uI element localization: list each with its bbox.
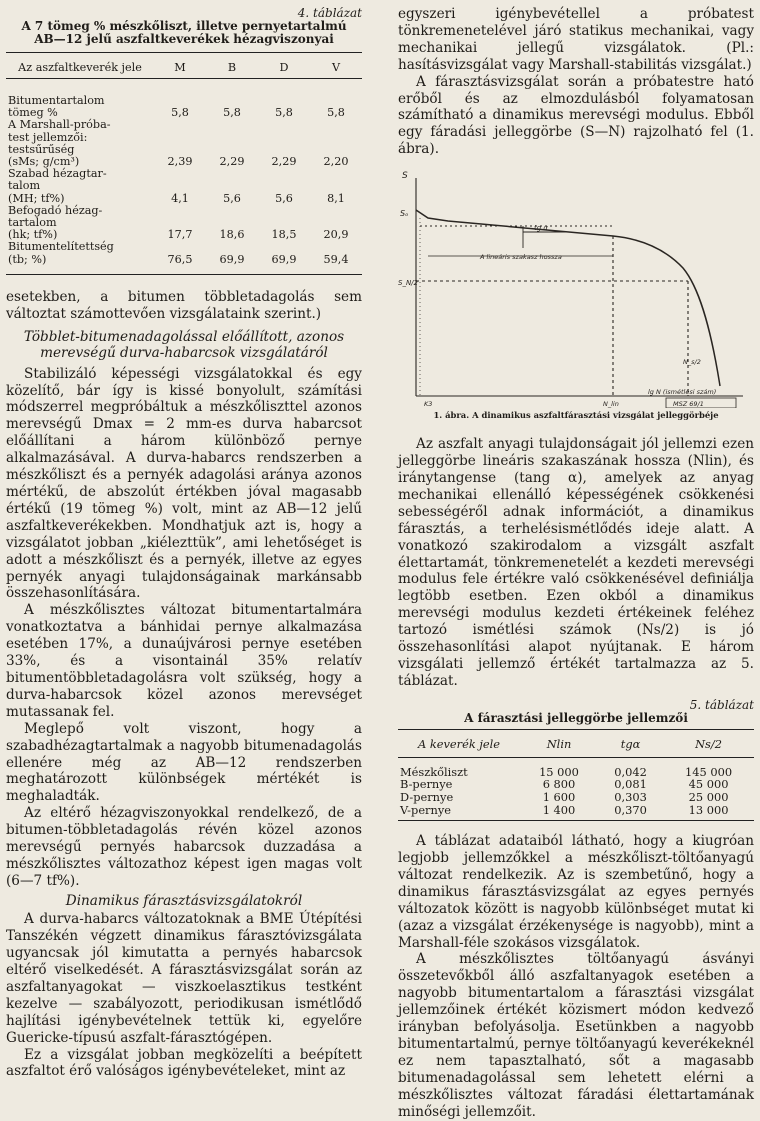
paragraph: A fárasztásvizsgálat során a próbatestre ható erőből és az elmozdulásból folyamatosan számítható a dinamikus merevségi modulus. Ebből egy fáradási jelleggörbe (S—N) rajzolható fel (1. ábra).	[398, 73, 754, 158]
table-row	[398, 757, 754, 778]
paragraph: Stabilizáló képességi vizsgálatokkal és egy közelítő, bár így is kissé bonyolult, számítási módszerrel megpróbáltuk a mészkőliszttel azonos merevségű Dmax = 2 mm-es durva habarcsot előállítani a három különböző pernye alkalmazásával. A durva-habarcs rendszerben a mészkőliszt és a pernyék adagolási aránya azonos mértékű, de abszolút értékben jóval magasabb értékű (19 tömeg %) volt, mint az AB—12 jelű aszfaltkeverékekben. Mondhatjuk azt is, hogy a vizsgálatot jobban „kiélezttük”, ami lehetőséget is adott a mészkőliszt és a pernyék, illetve az egyes pernyék anyagi tulajdonságainak markánsabb összehasonlítására.	[6, 365, 362, 602]
paragraph: A táblázat adataiból látható, hogy a kiugróan legjobb jellemzőkkel a mészkőliszt-töltőanyagú változat rendelkezik. Az is szembetűnő, hogy a dinamikus fárasztásvizsgálat az egyes pernyés változatok között is nagyobb különbséget mutat ki (azaz a vizsgálat érzékenysége is nagyobb), mint a Marshall-féle szokásos vizsgálatok.	[398, 833, 754, 951]
paragraph: A mészkőlisztes töltőanyagú ásványi összetevőkből álló aszfaltanyagok esetében a nagyobb bitumentartalom a fárasztási vizsgálat jellemzőinek értékét közismert módon kedvező irányban befolyásolja. Esetünkben a nagyobb bitumentartalmú, pernye töltőanyagú keverékeknél ez nem tapasztalható, sőt a magasabb bitumenadagolással sem lehetett elérni a mészkőlisztes változat fáradási élettartamának minőségi jellemzőit.	[398, 951, 754, 1120]
row-label: Mészkőliszt	[400, 764, 468, 779]
table-4-header-m: M	[154, 53, 206, 79]
figure-1	[398, 158, 754, 408]
cell-value: 8,1	[327, 191, 345, 205]
row-label	[6, 168, 154, 205]
table-4-title-line1: A 7 tömeg % mészkőliszt, illetve pernyetartalmú	[21, 19, 347, 33]
table-row	[6, 79, 362, 120]
label-xaxis: lg N (ismétlési szám)	[648, 388, 717, 397]
cell-value: 0,081	[614, 777, 647, 792]
cell-value: 0,370	[598, 804, 663, 821]
cell-value: 25 000	[688, 789, 729, 804]
label-linear-length: A lineáris szakasz hossza	[480, 253, 562, 262]
table-4	[6, 52, 362, 275]
table-row	[6, 119, 362, 168]
table-5-header-label: A keverék jele	[398, 729, 520, 757]
cell-value: 18,6	[219, 228, 245, 242]
table-5-header-tga: tgα	[598, 729, 663, 757]
table-5-number: 5. táblázat	[689, 697, 754, 712]
paragraph-continuation: egyszeri igénybevétellel a próbatest tönkremenetelével járó statikus mechanikai, vagy mechanikai jellegű vizsgálatok. (Pl.: hasításvizsgálat vagy Marshall-stabilitás vizsgálat.)	[398, 6, 754, 73]
row-label-line: tömeg %	[8, 106, 58, 120]
cell-value: 69,9	[258, 241, 310, 274]
cell-value: 76,5	[154, 241, 206, 274]
row-label-line: (MH; tf%)	[8, 191, 65, 205]
row-label	[6, 79, 154, 120]
cell-value: 2,29	[271, 155, 297, 169]
table-4-title-line2: AB—12 jelű aszfaltkeverékek hézagviszonyai	[34, 32, 334, 46]
cell-value: 5,8	[327, 106, 345, 120]
cell-value: 0,042	[614, 764, 647, 779]
row-label-line: (sMs; g/cm³)	[8, 155, 80, 169]
row-label-line: (hk; tf%)	[8, 228, 58, 242]
row-label-line: Bitumentartalom	[8, 94, 105, 107]
row-label	[6, 205, 154, 242]
table-4-header-d: D	[258, 53, 310, 79]
table-4-header-label: Az aszfaltkeverék jele	[6, 53, 154, 79]
row-label: V-pernye	[398, 804, 520, 821]
cell-value: 4,1	[171, 191, 189, 205]
cell-value: 6 800	[542, 777, 576, 792]
table-row	[6, 241, 362, 274]
row-label	[6, 241, 154, 274]
section-heading-bitumen: Többlet-bitumenadagolással előállított, azonos merevségű durva-habarcsok vizsgálatáról	[23, 328, 345, 362]
cell-value: 2,29	[219, 155, 245, 169]
row-label-line: A Marshall-próba-	[8, 118, 111, 132]
label-sn2: S_N/2	[398, 279, 418, 288]
table-4-header-v: V	[310, 53, 362, 79]
table-5-header-ns2: Ns/2	[663, 729, 754, 757]
paragraph: A mészkőlisztes változat bitumentartalmára vonatkoztatva a bánhidai pernye alkalmazása esetében 17%, a dunaújvárosi pernye esetében 33%, és a visontainál 35% relatív bitumentöbbletadagolásra volt szükség, hogy a durva-habarcsok közel azonos merevséget mutassanak fel.	[6, 602, 362, 720]
row-label-line: Bitumentelítettség	[8, 240, 114, 254]
cell-value: 59,4	[310, 241, 362, 274]
paragraph: Az aszfalt anyagi tulajdonságait jól jellemzi ezen jelleggörbe lineáris szakaszának hossza (Nlin), és iránytangense (tang α), amelyek az anyag mechanikai ellenálló képességének csökkenési sebességéről adnak információt, a dinamikus fárasztás, a terhelésismétlődés ideje alatt. A vonatkozó szakirodalom a vizsgált aszfalt élettartamát, tönkremenetelét a kezdeti merevségi modulus fele értékre való csökkenésével definiálja legtöbb esetben. Ezen okból a dinamikus merevségi modulus kezdeti értékeinek feléhez tartozó ismétlési számok (Ns/2) is jó összehasonlítási alapot nyújtanak. E három vizsgálati jellemző értékét tartalmazza az 5. táblázat.	[398, 436, 754, 689]
label-nlin: N_lin	[603, 400, 619, 409]
table-5	[398, 729, 754, 821]
cell-value: 1 600	[542, 789, 576, 804]
label-code: MSZ 69/1	[673, 400, 704, 409]
table-row	[398, 791, 754, 804]
row-label-line: test jellemzői:	[8, 130, 88, 144]
row-label: D-pernye	[400, 789, 454, 804]
cell-value: 17,7	[167, 228, 193, 242]
table-4-number: 4. táblázat	[297, 6, 362, 20]
row-label-line: testsűrűség	[8, 142, 75, 156]
table-row	[6, 168, 362, 205]
paragraph: Az eltérő hézagviszonyokkal rendelkező, de a bitumen-többletadagolás révén közel azonos merevségű pernyés habarcsok duzzadása a mészkőlisztes változathoz képest igen magas volt (6—7 tf%).	[6, 805, 362, 889]
cell-value: 5,8	[275, 106, 293, 120]
label-s0: Sₒ	[400, 209, 409, 219]
paragraph: Meglepő volt viszont, hogy a szabadhézagtartalmak a nagyobb bitumenadagolás ellenére még az AB—12 rendszerben meghatározott különbségek mértékét is meghaladták.	[6, 720, 362, 805]
paragraph: A durva-habarcs változatoknak a BME Útépítési Tanszékén végzett dinamikus fárasztóvizsgálata ugyancsak jól kimutatta a pernyés habarcsok eltérő viselkedését. A fárasztásvizsgálat során az aszfaltanyagokat — viszkoelasztikus testként kezelve — szabályozott, periodikusan ismétlődő hajlítási igénybevételnek tettük ki, egyelőre Guericke-típusú aszfalt-fárasztógépen.	[6, 911, 362, 1046]
table-5-header-nlin: Nlin	[520, 729, 598, 757]
table-5-header	[398, 729, 754, 757]
cell-value: 18,5	[271, 228, 297, 242]
table-5-title: A fárasztási jelleggörbe jellemzői	[464, 710, 688, 725]
cell-value: 2,20	[323, 155, 349, 169]
cell-value: 5,8	[171, 106, 189, 120]
cell-value: 15 000	[539, 764, 579, 779]
fatigue-curve-diagram	[398, 158, 754, 408]
paragraph-continuation: esetekben, a bitumen többletadagolás sem változtat számottevően vizsgálataink szerint.)	[6, 288, 362, 322]
label-ns2: N_s/2	[683, 358, 701, 367]
fatigue-curve	[416, 210, 720, 386]
label-tga: tg α	[534, 224, 549, 233]
cell-value: 5,8	[223, 106, 241, 120]
right-column	[398, 6, 754, 1121]
cell-value: 13 000	[663, 804, 754, 821]
cell-value: 1 400	[520, 804, 598, 821]
row-label-line: Szabad hézagtar-	[8, 167, 107, 181]
paragraph: Ez a vizsgálat jobban megközelíti a beépített aszfaltot érő valóságos igénybevételeket, mint az	[6, 1046, 362, 1080]
cell-value: 5,6	[275, 191, 293, 205]
table-row	[398, 804, 754, 821]
cell-value: 20,9	[323, 228, 349, 242]
row-label-line: talom	[8, 179, 41, 193]
row-label: B-pernye	[400, 777, 453, 792]
row-label-line: (tb; %)	[8, 252, 47, 266]
row-label-line: tartalom	[8, 216, 57, 230]
left-column	[6, 0, 362, 1080]
figure-1-caption: 1. ábra. A dinamikus aszfaltfárasztási vizsgálat jelleggörbéje	[433, 410, 719, 421]
section-heading-dynamic: Dinamikus fárasztásvizsgálatokról	[65, 892, 303, 909]
cell-value: 5,6	[223, 191, 241, 205]
table-row	[6, 205, 362, 242]
label-k3: K3	[424, 400, 433, 409]
label-s: S	[402, 171, 408, 182]
table-4-header	[6, 53, 362, 79]
row-label-line: Befogadó hézag-	[8, 203, 103, 217]
cell-value: 2,39	[167, 155, 193, 169]
cell-value: 145 000	[684, 764, 733, 779]
cell-value: 69,9	[206, 241, 258, 274]
cell-value: 45 000	[688, 777, 729, 792]
row-label	[6, 119, 154, 168]
table-4-header-b: B	[206, 53, 258, 79]
cell-value: 0,303	[614, 789, 647, 804]
